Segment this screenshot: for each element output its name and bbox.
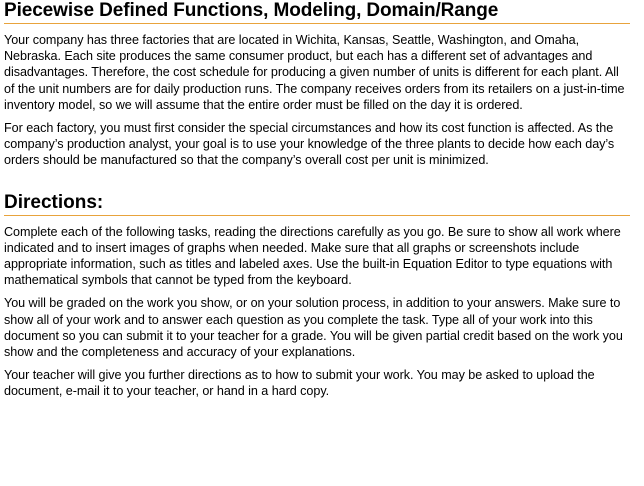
intro-paragraph-1: Your company has three factories that are located in Wichita, Kansas, Seattle, Washington, and Omaha, Nebraska. Each site produces the same consumer product, but each has a different set of advantages and disadvantages. Therefore, the cost schedule for producing a given number of units is different for each plant. All of the unit numbers are for daily production runs. The company receives orders from its retailers on a just-in-time inventory model, so we will assume that the entire order must be filled on the day it is ordered. <box>4 33 625 112</box>
directions-paragraph-2: You will be graded on the work you show, or on your solution process, in addition to your answers. Make sure to show all of your work and to answer each question as you complete the task. Type all of your work into this document so you can submit it to your teacher for a grade. You will be given partial credit based on the work you show and the completeness and accuracy of your explanations. <box>4 296 623 360</box>
title-divider <box>4 23 630 24</box>
directions-paragraph-1: Complete each of the following tasks, reading the directions carefully as you go. Be sure to show all work where indicated and to insert images of graphs when needed. Make sure that all graphs or screenshots include appropriate information, such as titles and labeled axes. Use the built-in Equation Editor to type equations with mathematical symbols that cannot be typed from the keyboard. <box>4 224 621 288</box>
directions-paragraph-3: Your teacher will give you further directions as to how to submit your work. You may be asked to upload the document, e-mail it to your teacher, or hand in a hard copy. <box>4 368 595 399</box>
document-page <box>4 0 630 407</box>
intro-paragraph-2: For each factory, you must first consider the special circumstances and how its cost function is affected. As the company’s production analyst, your goal is to use your knowledge of the three plants to decide how each day’s orders should be manufactured so that the company’s overall cost per unit is minimized. <box>4 121 615 168</box>
page-title: Piecewise Defined Functions, Modeling, Domain/Range <box>4 0 499 21</box>
directions-divider <box>4 215 630 216</box>
directions-heading: Directions: <box>4 191 104 213</box>
